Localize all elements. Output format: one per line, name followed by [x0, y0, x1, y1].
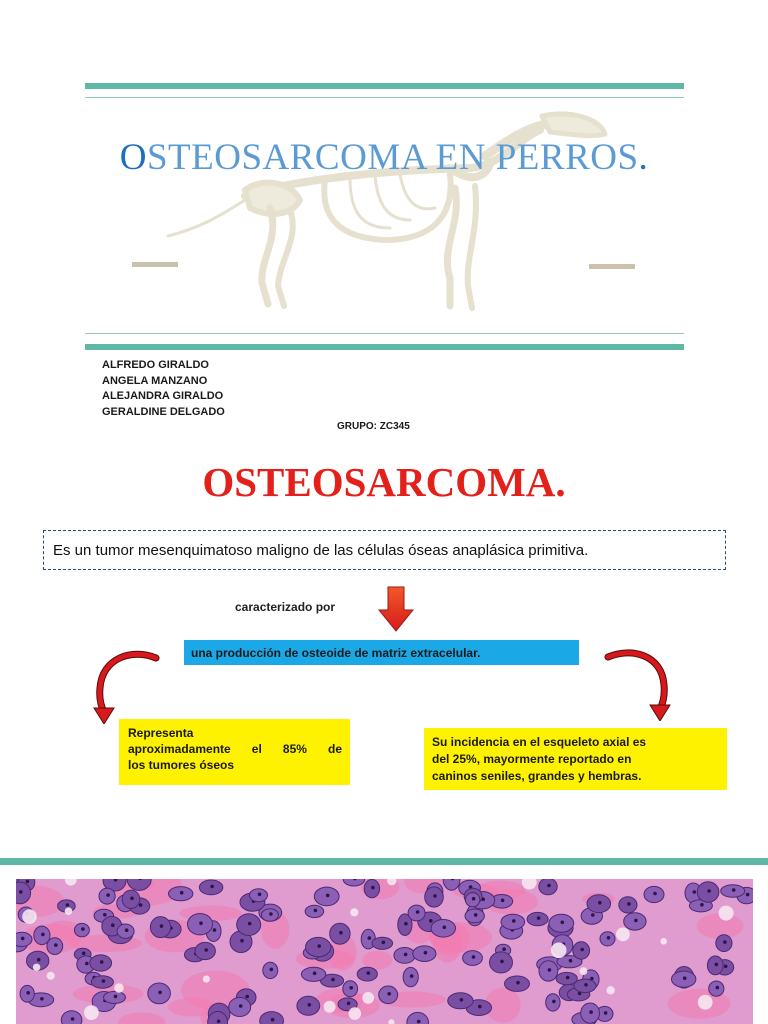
title-initial: O [119, 137, 147, 178]
nucleolus [700, 903, 704, 907]
vacuole [33, 964, 40, 971]
nucleolus [723, 940, 727, 944]
nucleolus [371, 886, 375, 890]
vacuole [719, 906, 734, 921]
nucleolus [139, 903, 143, 907]
nucleolus [746, 893, 750, 897]
nucleolus [331, 978, 335, 982]
vacuole [551, 943, 567, 959]
nucleolus [683, 976, 687, 980]
nucleolus [106, 893, 110, 897]
author-name: ANGELA MANZANO [102, 374, 208, 387]
statistic-line: los tumores óseos [128, 758, 235, 772]
down-arrow-icon [378, 586, 414, 632]
group-label: GRUPO: ZC345 [337, 421, 410, 432]
vacuole [114, 983, 123, 992]
nucleolus [566, 976, 570, 980]
nucleolus [269, 912, 273, 916]
nucleolus [591, 913, 595, 917]
nucleolus [715, 963, 719, 967]
nucleolus [443, 926, 447, 930]
nucleolus [387, 992, 391, 996]
nucleolus [429, 919, 433, 923]
nucleolus [103, 913, 107, 917]
author-name: ALFREDO GIRALDO [102, 359, 209, 371]
nucleolus [40, 997, 44, 1001]
vacuole [606, 986, 614, 994]
vacuole [350, 908, 358, 916]
nucleolus [547, 884, 551, 888]
author-list [102, 358, 225, 420]
nucleolus [404, 953, 408, 957]
nucleolus [41, 933, 45, 937]
statistic-line: Su incidencia en el esqueleto axial es [432, 735, 647, 749]
connector-text: caracterizado por [235, 600, 336, 614]
nucleolus [245, 995, 249, 999]
nucleolus [724, 965, 728, 969]
nucleolus [472, 897, 476, 901]
nucleolus [627, 902, 631, 906]
nucleolus [158, 991, 162, 995]
vacuole [324, 1001, 336, 1013]
nucleolus [313, 972, 317, 976]
nucleolus [19, 890, 23, 894]
vacuole [65, 907, 73, 915]
nucleolus [240, 939, 244, 943]
nucleolus [552, 1000, 556, 1004]
nucleolus [537, 916, 541, 920]
nucleolus [308, 1003, 312, 1007]
vacuole [698, 995, 713, 1010]
nucleolus [653, 892, 657, 896]
vacuole [22, 909, 37, 924]
nucleolus [239, 1004, 243, 1008]
nucleolus [210, 885, 214, 889]
title-rest: STEOSARCOMA EN PERROS [146, 137, 639, 178]
nucleolus [130, 897, 134, 901]
nucleolus [404, 922, 408, 926]
statistic-box-left [119, 719, 350, 785]
nucleolus [314, 909, 318, 913]
nucleolus [607, 936, 611, 940]
nucleolus [512, 919, 516, 923]
definition-box [43, 530, 726, 570]
header-rule-bottom-thin [85, 333, 684, 334]
nucleolus [382, 941, 386, 945]
nucleolus [26, 880, 30, 884]
nucleolus [548, 968, 552, 972]
header-rule-top [85, 83, 684, 89]
nucleolus [417, 1020, 421, 1024]
title-end: . [638, 137, 649, 178]
nucleolus [634, 919, 638, 923]
nucleolus [326, 894, 330, 898]
nucleolus [204, 948, 208, 952]
vacuole [349, 1007, 362, 1020]
statistic-box-right [424, 728, 727, 790]
nucleolus [81, 927, 85, 931]
statistic-line: Representa [128, 726, 194, 740]
vacuole [616, 928, 630, 942]
header-rule-top-thin [85, 97, 684, 98]
vacuole [84, 1005, 99, 1020]
nucleolus [349, 986, 353, 990]
nucleolus [474, 913, 478, 917]
document-title [0, 136, 768, 179]
nucleolus [569, 959, 573, 963]
nucleolus [460, 998, 464, 1002]
nucleolus [100, 960, 104, 964]
nucleolus [114, 995, 118, 999]
nucleolus [584, 983, 588, 987]
nucleolus [472, 955, 476, 959]
nucleolus [516, 981, 520, 985]
nucleolus [604, 1011, 608, 1015]
nucleolus [693, 890, 697, 894]
nucleolus [707, 889, 711, 893]
histology-image [16, 879, 753, 1024]
author-name: ALEJANDRA GIRALDO [102, 390, 224, 402]
footer-rule [0, 858, 768, 865]
nucleolus [248, 922, 252, 926]
vacuole [580, 967, 588, 975]
nucleolus [54, 943, 58, 947]
nucleolus [502, 947, 506, 951]
section-heading: OSTEOSARCOMA. [202, 459, 566, 505]
nucleolus [217, 1020, 221, 1024]
nucleolus [125, 928, 129, 932]
nucleolus [433, 894, 437, 898]
nucleolus [160, 924, 164, 928]
nucleolus [66, 903, 70, 907]
nucleolus [37, 958, 41, 962]
vacuole [362, 992, 374, 1004]
author-name: GERALDINE DELGADO [102, 405, 225, 418]
nucleolus [410, 974, 414, 978]
header-rule-bottom [85, 344, 684, 350]
nucleolus [71, 1017, 75, 1021]
nucleolus [317, 944, 321, 948]
nucleolus [85, 962, 89, 966]
nucleolus [716, 986, 720, 990]
production-text: una producción de osteoide de matriz extracelular. [191, 645, 481, 660]
nucleolus [258, 893, 262, 897]
nucleolus [111, 923, 115, 927]
nucleolus [424, 951, 428, 955]
nucleolus [580, 948, 584, 952]
nucleolus [732, 888, 736, 892]
nucleolus [213, 928, 217, 932]
production-box [184, 640, 579, 665]
nucleolus [271, 1018, 275, 1022]
nucleolus [478, 1005, 482, 1009]
nucleolus [102, 979, 106, 983]
curved-arrow-right-icon [602, 645, 674, 721]
definition-text: Es un tumor mesenquimatoso maligno de las células óseas anaplásica primitiva. [53, 541, 589, 559]
nucleolus [199, 921, 203, 925]
vacuole [660, 938, 667, 945]
nucleolus [21, 937, 25, 941]
nucleolus [82, 952, 86, 956]
nucleolus [589, 1010, 593, 1014]
nucleolus [180, 891, 184, 895]
statistic-line: aproximadamente el 85% de [128, 742, 342, 756]
nucleolus [501, 899, 505, 903]
statistic-line: caninos seniles, grandes y hembras. [432, 769, 642, 783]
vacuole [203, 976, 210, 983]
nucleolus [270, 968, 274, 972]
nucleolus [368, 936, 372, 940]
nucleolus [598, 901, 602, 905]
nucleolus [26, 991, 30, 995]
nucleolus [367, 971, 371, 975]
nucleolus [339, 931, 343, 935]
statistic-line: del 25%, mayormente reportado en [432, 752, 632, 766]
vacuole [47, 972, 55, 980]
nucleolus [347, 1002, 351, 1006]
curved-arrow-left-icon [92, 648, 162, 724]
nucleolus [416, 910, 420, 914]
nucleolus [561, 921, 565, 925]
nucleolus [500, 960, 504, 964]
